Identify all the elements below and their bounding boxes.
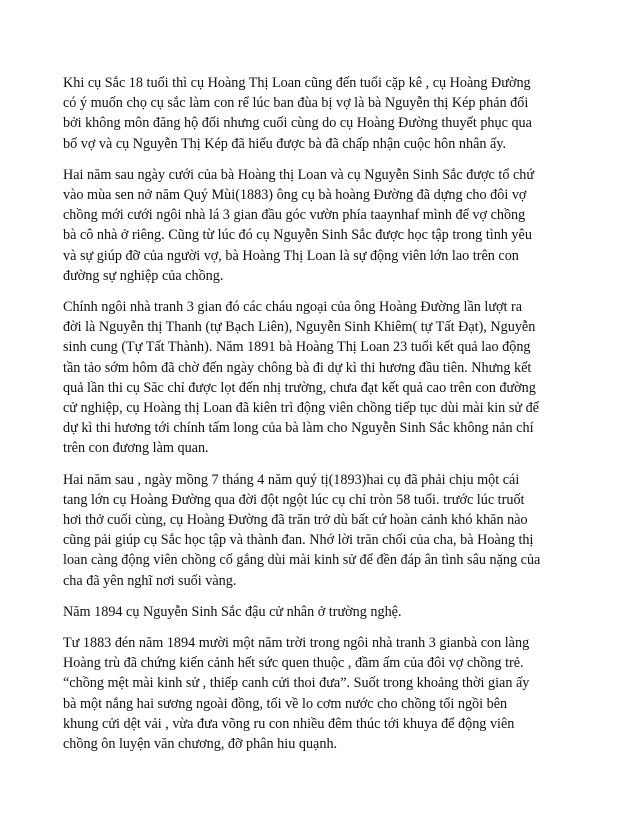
text-line: có ý muốn chọ cụ sắc làm con rể lúc ban đùa bị vợ là bà Nguyễn thị Kép phản đối bbox=[63, 95, 529, 112]
text-line: khung cửi dệt vải , vừa đưa võng ru con nhiều đêm thúc tới khuya để động viên bbox=[63, 715, 515, 732]
text-line: “chồng mệt mài kinh sử , thiếp canh cửi thoi đưa”. Suốt trong khoảng thời gian ấy bbox=[63, 675, 530, 692]
text-line: Chính ngôi nhà tranh 3 gian đó các cháu ngoại của ông Hoàng Đường lần lượt ra bbox=[63, 299, 523, 316]
text-line: đường sự nghiệp của chồng. bbox=[63, 267, 224, 284]
text-line: tần tảo sớm hôm đã chờ đến ngày chông bà đi dự kì thi hương đầu tiên. Nhưng kết bbox=[63, 359, 532, 376]
paragraph bbox=[63, 165, 575, 286]
text-line: Tư 1883 đén năm 1894 mười một năm trời trong ngôi nhà tranh 3 gianbà con làng bbox=[63, 635, 530, 652]
paragraph bbox=[63, 633, 575, 754]
text-line: dự kì thi hương tới chính tấm long của bà làm cho Nguyễn Sinh Sắc không nản chí bbox=[63, 420, 534, 437]
text-line: sinh cung (Tự Tất Thành). Năm 1891 bà Hoàng Thị Loan 23 tuổi kết quả lao động bbox=[63, 339, 531, 356]
text-line: hơi thở cuối cùng, cụ Hoàng Đường đã trăn trở dù bất cứ hoàn cảnh khó khăn nào bbox=[63, 512, 528, 529]
text-line: Năm 1894 cụ Nguyễn Sinh Sắc đậu cử nhân ở trường nghệ. bbox=[63, 603, 402, 620]
paragraph bbox=[63, 297, 575, 459]
text-line: bởi không môn đăng hộ đối nhưng cuối cùng do cụ Hoàng Đường thuyết phục qua bbox=[63, 115, 532, 132]
text-line: Khi cụ Sắc 18 tuổi thì cụ Hoàng Thị Loan cũng đến tuổi cặp kê , cụ Hoàng Đường bbox=[63, 75, 531, 91]
paragraph bbox=[63, 470, 575, 591]
text-line: cũng pải giúp cụ Sắc học tập và thành đan. Nhớ lời trăn chối của cha, bà Hoàng thị bbox=[63, 532, 534, 549]
text-line: tang lớn cụ Hoàng Đường qua đời đột ngột lúc cụ chỉ tròn 58 tuổi. trước lúc truốt bbox=[63, 491, 525, 508]
document-body bbox=[63, 73, 575, 765]
paragraph bbox=[63, 602, 575, 622]
text-line: bố vợ và cụ Nguyễn Thị Kép đã hiểu được bà đã chấp nhận cuộc hôn nhân ấy. bbox=[63, 135, 507, 152]
text-line: quả lần thi cụ Săc chỉ được lọt đến nhị trường, chưa đạt kết quả cao trên con đường bbox=[63, 379, 536, 396]
text-line: chồng mới cưới ngôi nhà lá 3 gian đầu góc vườn phía taaynhaf mình để vợ chồng bbox=[63, 207, 526, 224]
text-line: Hai năm sau ngày cưới của bà Hoàng thị Loan và cụ Nguyễn Sinh Sắc được tổ chứ bbox=[63, 166, 535, 183]
text-line: vào mùa sen nở năm Quý Mùi(1883) ông cụ bà hoàng Đường đã dựng cho đôi vợ bbox=[63, 187, 527, 204]
text-line: trên con đương làm quan. bbox=[63, 440, 209, 457]
text-line: Hoàng trù đã chứng kiến cảnh hết sức quen thuộc , đầm ấm của đôi vợ chồng trẻ. bbox=[63, 655, 524, 672]
text-line: cử nghiệp, cụ Hoàng thị Loan đã kiên trì động viên chồng tiếp tục dùi mài kin sử để bbox=[63, 400, 539, 417]
text-line: chồng ôn luyện văn chương, đỡ phân hiu quạnh. bbox=[63, 736, 338, 753]
text-line: và sự giúp đỡ của người vợ, bà Hoàng Thị Loan là sự động viên lớn lao trên con bbox=[63, 247, 519, 264]
text-line: loan càng động viên chồng cố gắng dùi mài kinh sử để đền đáp ân tình sâu nặng của bbox=[63, 552, 541, 569]
text-line: bà một nắng hai sương ngoài đồng, tối về lo cơm nước cho chồng tối ngồi bên bbox=[63, 695, 508, 712]
text-line: cha đã yên nghĩ nơi suối vàng. bbox=[63, 572, 237, 589]
text-line: Hai năm sau , ngày mồng 7 tháng 4 năm quý tị(1893)hai cụ đã phải chịu một cái bbox=[63, 471, 520, 488]
text-line: đời là Nguyễn thị Thanh (tự Bạch Liên), Nguyễn Sinh Khiêm( tự Tất Đạt), Nguyễn bbox=[63, 319, 536, 336]
text-line: bà cô nhà ở riêng. Cũng từ lúc đó cụ Nguyễn Sinh Sắc được học tập trong tình yêu bbox=[63, 227, 532, 244]
paragraph bbox=[63, 73, 575, 154]
